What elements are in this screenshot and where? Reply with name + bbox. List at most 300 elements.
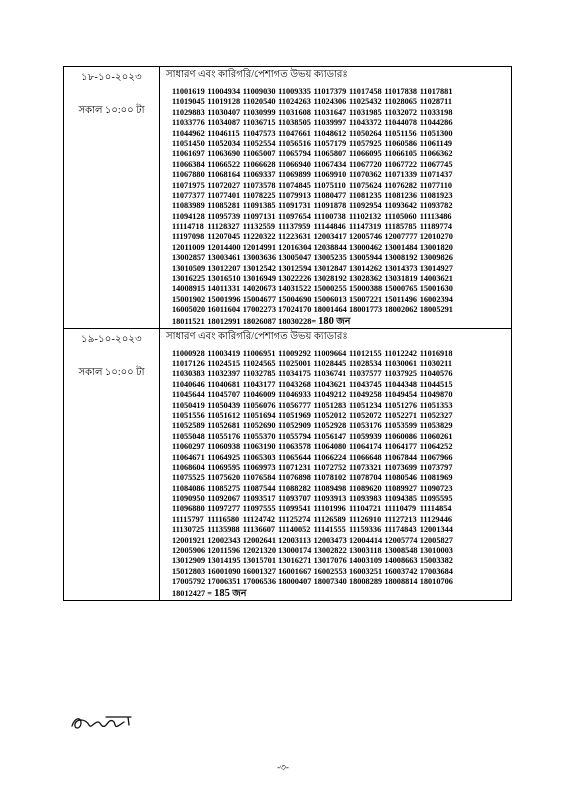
roll-number: 11055370 [242,431,276,441]
roll-number: 11085281 [207,201,241,211]
roll-number: 11032397 [207,369,241,379]
total-equals: = [205,588,215,598]
roll-number: 11097555 [242,504,276,514]
roll-number: 11051969 [278,410,311,420]
roll-number: 13003461 [207,253,241,263]
roll-number: 11094385 [384,494,418,504]
roll-number: 13012909 [172,556,206,566]
roll-number: 11043621 [313,379,347,389]
roll-number: 11073578 [242,180,276,190]
roll-number: 18011521 [172,316,205,326]
roll-row [172,295,511,305]
roll-list-1 [172,87,511,328]
roll-number: 11053599 [384,421,418,431]
roll-number: 11063690 [207,149,241,159]
roll-number: 15004690 [278,294,312,304]
roll-number: 11052034 [207,138,241,148]
roll-number: 12010270 [419,232,453,242]
roll-number: 12014991 [242,242,276,252]
roll-number: 11017126 [172,358,205,368]
roll-number: 11080477 [313,190,347,200]
roll-number: 11024306 [313,97,347,107]
roll-number: 11028534 [348,358,382,368]
roll-number: 11057179 [313,138,347,148]
roll-number: 13014262 [348,263,383,273]
roll-number: 11066628 [242,159,276,169]
roll-number: 11016918 [419,348,453,358]
roll-number: 11077401 [207,190,241,200]
roll-number: 11052909 [278,421,311,431]
roll-number: 11073699 [384,462,418,472]
content-cell-1 [160,67,512,329]
roll-number: 11034175 [278,369,311,379]
roll-row [172,588,511,600]
roll-number: 11141555 [313,525,346,535]
roll-number: 11066648 [348,452,382,462]
roll-number: 11066105 [384,149,418,159]
roll-number: 16002553 [313,566,347,576]
roll-number: 12016304 [278,242,312,252]
roll-number: 11031647 [313,107,347,117]
roll-number: 13014927 [419,263,453,273]
roll-number: 11052012 [313,410,347,420]
roll-row [172,212,511,222]
roll-number: 11065644 [278,452,311,462]
roll-row [172,264,511,274]
roll-number: 11009030 [242,87,276,96]
roll-number: 11051283 [313,400,347,410]
roll-number: 11071437 [419,170,453,180]
roll-number: 11063190 [242,442,276,452]
roll-number: 11065794 [278,149,311,159]
roll-number: 11189774 [419,222,453,232]
roll-number: 16002394 [419,294,453,304]
roll-number: 11078102 [313,473,347,483]
roll-number: 11097277 [207,504,241,514]
roll-number: 11037925 [384,369,418,379]
roll-number: 11036741 [313,369,347,379]
roll-number: 11043177 [242,379,276,389]
roll-number: 17003684 [419,566,453,576]
roll-number: 13005235 [313,253,347,263]
roll-number: 13016949 [242,274,276,284]
roll-number: 11185785 [384,222,417,232]
roll-number: 15004677 [242,294,276,304]
roll-number: 14008915 [172,284,206,294]
roll-number: 14031522 [278,284,312,294]
roll-number: 11096880 [172,504,205,514]
roll-number: 11051556 [172,410,205,420]
roll-number: 11197098 [172,232,205,242]
roll-number: 11064177 [384,442,418,452]
roll-number: 11104721 [348,504,382,514]
roll-number: 11052681 [207,421,241,431]
roll-number: 11056777 [278,400,311,410]
roll-number: 12007777 [384,232,418,242]
roll-number: 11051694 [242,410,276,420]
roll-number: 11113486 [419,211,452,221]
roll-number: 11114854 [419,504,452,514]
roll-number: 11137959 [278,222,311,232]
roll-number: 12002641 [242,535,276,545]
roll-number: 16003251 [348,566,383,576]
roll-number: 11066362 [419,149,453,159]
roll-number: 11049870 [419,390,453,400]
roll-row [172,191,511,201]
total-equals: = [311,316,319,326]
roll-number: 11044348 [384,379,418,389]
roll-number: 11067966 [419,452,453,462]
roll-number: 11076282 [384,180,418,190]
roll-number: 11093642 [384,201,418,211]
roll-number: 11100738 [313,211,346,221]
roll-number: 11046933 [278,390,311,400]
roll-number: 11052928 [313,421,347,431]
roll-number: 12002343 [207,535,241,545]
roll-number: 11009664 [313,348,347,358]
roll-number: 11174843 [384,525,417,535]
roll-number: 16003742 [384,566,418,576]
roll-number: 13012207 [207,263,241,273]
roll-row [172,118,511,128]
roll-number: 11060586 [384,138,418,148]
roll-number: 13002822 [313,546,347,556]
roll-number: 11074845 [278,180,311,190]
roll-number: 14003109 [348,556,383,566]
roll-number: 13028192 [313,274,347,284]
roll-number: 12003473 [313,535,347,545]
roll-number: 11044962 [172,128,205,138]
roll-number: 11126589 [313,514,346,524]
roll-row [172,484,511,494]
roll-number: 18008814 [384,577,418,587]
roll-number: 11017458 [348,87,382,96]
roll-number: 11063578 [278,442,311,452]
roll-number: 11114718 [172,222,204,232]
signature [70,713,134,733]
roll-number: 11068164 [207,170,241,180]
roll-number: 11127213 [384,514,417,524]
roll-number: 11051612 [207,410,241,420]
roll-number: 12005746 [348,232,383,242]
roll-number: 11032072 [384,107,418,117]
roll-number: 11136607 [242,525,276,535]
roll-number: 11072027 [207,180,241,190]
roll-number: 11000928 [172,348,205,358]
roll-row [172,463,511,473]
roll-number: 11028711 [419,97,453,107]
roll-row [172,577,511,587]
roll-number: 16011604 [207,305,241,315]
roll-number: 11060297 [172,442,205,452]
roll-number: 18000407 [278,577,312,587]
roll-number: 11078704 [348,473,382,483]
roll-number: 18008289 [348,577,383,587]
roll-number: 11031985 [348,107,382,117]
roll-number: 16001090 [207,566,241,576]
roll-row [172,222,511,232]
roll-number: 11040576 [419,369,453,379]
roll-number: 11033776 [172,118,205,128]
roll-number: 11028065 [384,97,418,107]
roll-row [172,87,511,97]
roll-number: 11081236 [384,190,418,200]
roll-row [172,243,511,253]
roll-number: 15000765 [384,284,418,294]
session-time-2: সকাল ১০:০০ টা [78,366,145,378]
roll-number: 11073321 [348,462,382,472]
roll-number: 11052690 [242,421,276,431]
roll-number: 11079913 [278,190,311,200]
roll-number: 18007340 [313,577,347,587]
roll-number: 11130725 [172,525,205,535]
roll-row [172,181,511,191]
roll-number: 11012155 [348,348,382,358]
roll-number: 11006951 [242,348,276,358]
roll-number: 11060261 [419,431,453,441]
roll-number: 11028445 [313,358,347,368]
roll-number: 15006013 [313,294,347,304]
roll-number: 18012427 [172,588,206,598]
roll-number: 11075110 [313,180,346,190]
roll-number: 11070362 [348,170,382,180]
roll-number: 12011596 [207,546,241,556]
roll-number: 12005906 [172,546,206,556]
roll-number: 11081235 [348,190,382,200]
roll-number: 11088282 [278,483,311,493]
roll-number: 11052271 [384,410,418,420]
roll-number: 11065807 [313,149,347,159]
roll-number: 12004414 [348,535,383,545]
roll-number: 11048612 [313,128,347,138]
roll-number: 11033198 [419,107,453,117]
roll-number: 17006536 [242,577,276,587]
roll-row [172,149,511,159]
roll-number: 11030211 [419,358,453,368]
roll-number: 11101996 [313,504,346,514]
roll-number: 12003417 [313,232,347,242]
roll-number: 11049454 [384,390,418,400]
roll-number: 11075525 [172,473,205,483]
session-row-2 [64,328,512,600]
roll-number: 15001996 [207,294,241,304]
roll-number: 11047573 [242,128,276,138]
roll-number: 11093517 [242,494,276,504]
roll-number: 11051156 [384,128,417,138]
roll-row [172,421,511,431]
roll-number: 11093707 [278,494,311,504]
roll-number: 11049258 [348,390,382,400]
roll-number: 12003113 [278,535,311,545]
roll-row [172,401,511,411]
roll-number: 13001820 [419,242,453,252]
roll-number: 11044515 [419,379,453,389]
roll-number: 13009826 [419,253,453,263]
roll-number: 11030999 [242,107,276,117]
roll-row [172,369,511,379]
roll-number: 11037577 [348,369,382,379]
roll-number: 13016510 [207,274,241,284]
roll-number: 13012594 [278,263,312,273]
roll-number: 11024565 [242,358,276,368]
roll-number: 14008663 [384,556,418,566]
roll-number: 11093983 [348,494,382,504]
roll-number: 11069973 [242,462,276,472]
roll-number: 17024170 [278,305,312,315]
session-date-1: ১৮-১০-২০২৩ [81,72,142,83]
roll-number: 11094128 [172,211,205,221]
roll-number: 11017379 [313,87,347,96]
roll-number: 11051276 [384,400,418,410]
roll-number: 12001344 [419,525,453,535]
roll-number: 11004934 [207,87,241,96]
roll-number: 13000462 [348,242,383,252]
roll-number: 17002273 [242,305,276,315]
roll-number: 11071231 [278,462,311,472]
roll-number: 11030407 [207,107,241,117]
roll-number: 11012242 [384,348,418,358]
roll-number: 11207045 [207,232,241,242]
roll-number: 11071975 [172,180,205,190]
roll-number: 11067434 [313,159,347,169]
roll-number: 11129446 [419,514,453,524]
roll-row [172,97,511,107]
roll-number: 11223631 [278,232,311,242]
roll-number: 11029883 [172,107,205,117]
roll-number: 11105060 [384,211,417,221]
date-cell-2 [64,328,160,600]
roll-number: 13000174 [278,546,312,556]
roll-number: 11001619 [172,87,205,96]
roll-number: 13002857 [172,253,206,263]
roll-number: 13015701 [242,556,276,566]
roll-number: 11046009 [242,390,276,400]
roll-number: 11009292 [278,348,311,358]
roll-number: 11076898 [278,473,311,483]
roll-number: 11066095 [348,149,382,159]
date-cell-1 [64,67,160,329]
roll-number: 11089620 [348,483,382,493]
roll-number: 11095595 [419,494,453,504]
roll-number: 11067844 [384,452,418,462]
roll-row [172,139,511,149]
roll-number: 11051450 [172,138,205,148]
roll-number: 11091385 [242,201,276,211]
roll-number: 11067720 [348,159,382,169]
roll-number: 13014195 [207,556,241,566]
roll-number: 16001327 [242,566,276,576]
roll-number: 11093782 [419,201,453,211]
roll-number: 11091731 [278,201,311,211]
roll-number: 11097131 [242,211,276,221]
roll-number: 13022226 [278,274,312,284]
roll-number: 11051353 [419,400,453,410]
roll-row [172,432,511,442]
roll-number: 11075624 [348,180,382,190]
roll-number: 11081923 [419,190,453,200]
roll-row [172,232,511,242]
roll-number: 11043372 [348,118,382,128]
roll-row [172,494,511,504]
roll-number: 13005944 [348,253,383,263]
roll-row [172,160,511,170]
roll-number: 11050264 [348,128,382,138]
roll-number: 11069595 [207,462,241,472]
session-time-1: সকাল ১০:০০ টা [78,105,145,116]
roll-number: 11030383 [172,369,205,379]
roll-number: 12021320 [242,546,276,556]
roll-number: 11066522 [207,159,241,169]
roll-number: 11003419 [207,348,241,358]
roll-number: 11019045 [172,97,205,107]
roll-number: 11056147 [313,431,347,441]
roll-number: 11064671 [172,452,205,462]
roll-number: 11126910 [348,514,382,524]
roll-number: 11220322 [242,232,276,242]
roll-number: 11093913 [313,494,347,504]
roll-number: 11051234 [348,400,382,410]
roll-row [172,473,511,483]
roll-number: 14003621 [419,274,453,284]
roll-number: 11044078 [384,118,418,128]
roll-number: 11140052 [278,525,311,535]
roll-number: 11159336 [348,525,382,535]
roll-number: 18030228 [278,316,312,326]
roll-number: 11087544 [242,483,276,493]
roll-number: 12001921 [172,535,206,545]
roll-number: 13008192 [384,253,418,263]
roll-number: 11092954 [348,201,382,211]
roll-number: 11085275 [207,483,241,493]
roll-number: 18005291 [419,305,453,315]
roll-number: 11043268 [278,379,311,389]
roll-number: 11050419 [172,400,205,410]
roll-number: 11090723 [419,483,453,493]
roll-number: 11034087 [207,118,241,128]
roll-row [172,504,511,514]
roll-row [172,305,511,315]
roll-number: 11060086 [384,431,418,441]
roll-number: 11036715 [242,118,276,128]
roll-number: 11065007 [242,149,276,159]
roll-number: 13001484 [384,242,418,252]
roll-number: 13003118 [348,546,382,556]
roll-number: 11091878 [313,201,347,211]
roll-number: 17005792 [172,577,206,587]
roll-number: 11053176 [348,421,382,431]
roll-row [172,170,511,180]
roll-row [172,546,511,556]
roll-row [172,316,511,328]
roll-number: 15001902 [172,294,206,304]
roll-number: 11055048 [172,431,205,441]
session-row-1 [64,67,512,329]
roll-number: 11083989 [172,201,205,211]
roll-number: 14020673 [242,284,276,294]
roll-number: 11066224 [313,452,347,462]
roll-number: 11069337 [242,170,276,180]
roll-number: 11025001 [278,358,311,368]
roll-number: 11073797 [419,462,453,472]
roll-number: 11019128 [207,97,241,107]
roll-number: 11051300 [419,128,453,138]
roll-number: 11017881 [419,87,453,96]
roll-row [172,349,511,359]
roll-number: 11024263 [278,97,311,107]
roll-number: 11084086 [172,483,205,493]
roll-number: 18001464 [313,305,347,315]
roll-number: 11144846 [313,222,346,232]
